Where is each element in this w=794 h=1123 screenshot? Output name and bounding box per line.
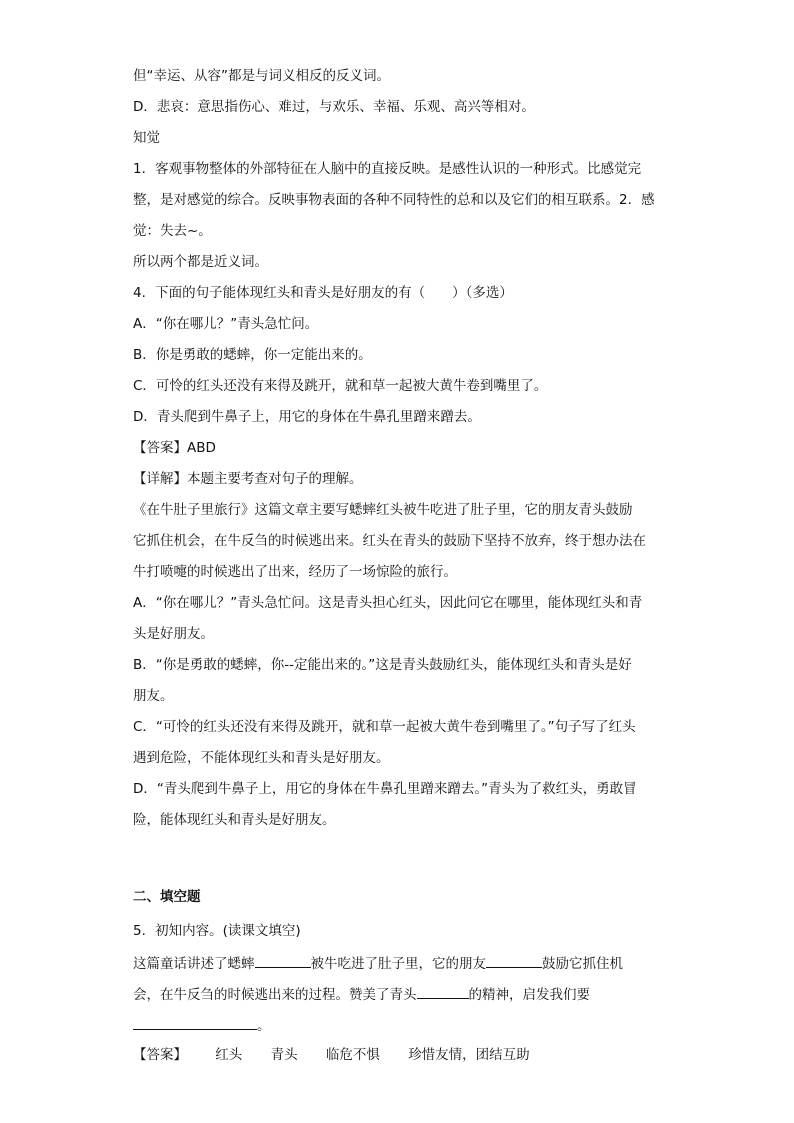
answer-item: 青头	[270, 1047, 298, 1063]
text-line: 朋友。	[133, 688, 174, 704]
q5-fill-line-2: 会，在牛反刍的时候逃出来的过程。赞美了青头 的精神，启发我们要	[133, 984, 663, 1004]
answer-label: 【答案】	[133, 1047, 187, 1063]
text-line: 觉：失去~。	[133, 223, 212, 239]
answer-item: 临危不惧	[325, 1047, 380, 1063]
text-line: D．青头爬到牛鼻子上，用它的身体在牛鼻孔里蹭来蹭去。	[133, 409, 481, 425]
text-line: D．“青头爬到牛鼻子上，用它的身体在牛鼻孔里蹭来蹭去。”青头为了救红头，勇敢冒	[133, 781, 637, 797]
text-line: 但“幸运、从容”都是与词义相反的反义词。	[133, 68, 390, 84]
text-line: 它抓住机会，在牛反刍的时候逃出来。红头在青头的鼓励下坚持不放弃，终于想办法在	[133, 533, 646, 549]
text-line: 遇到危险，不能体现红头和青头是好朋友。	[133, 750, 390, 766]
q5-fill-line-3: 。	[133, 1015, 663, 1035]
text-line: C．可怜的红头还没有来得及跳开，就和草一起被大黄牛卷到嘴里了。	[133, 378, 548, 394]
text-line: D．悲哀：意思指伤心、难过，与欢乐、幸福、乐观、高兴等相对。	[133, 99, 535, 115]
text-line: 【答案】ABD	[133, 440, 216, 456]
blank-2[interactable]	[486, 953, 542, 968]
text-line: 牛打喷嚏的时候逃出了出来，经历了一场惊险的旅行。	[133, 564, 457, 580]
text-line: C．“可怜的红头还没有来得及跳开，就和草一起被大黄牛卷到嘴里了。”句子写了红头	[133, 719, 636, 735]
q5-answer	[133, 1046, 663, 1064]
text-line: A．“你在哪儿？”青头急忙问。这是青头担心红头，因此问它在哪里，能体现红头和青	[133, 595, 643, 611]
text-line: 1．客观事物整体的外部特征在人脑中的直接反映。是感性认识的一种形式。比感觉完	[133, 161, 642, 177]
blank-3[interactable]	[417, 984, 469, 999]
text-line: 知觉	[133, 130, 160, 146]
blank-1[interactable]	[255, 953, 311, 968]
text-line: 4．下面的句子能体现红头和青头是好朋友的有（ ）（多选）	[133, 285, 513, 301]
section-title: 二、填空题	[133, 889, 201, 905]
blank-4[interactable]	[133, 1015, 257, 1030]
text-line: 整，是对感觉的综合。反映事物表面的各种不同特性的总和以及它们的相互联系。2．感	[133, 192, 655, 208]
text-line: 《在牛肚子里旅行》这篇文章主要写蟋蟀红头被牛吃进了肚子里，它的朋友青头鼓励	[133, 502, 633, 518]
q5-fill-line-1: 这篇童话讲述了蟋蟀 被牛吃进了肚子里，它的朋友 鼓励它抓住机	[133, 953, 663, 973]
answer-item: 珍惜友情，团结互助	[408, 1047, 530, 1063]
text-line: 头是好朋友。	[133, 626, 214, 642]
text-line: A．“你在哪儿？”青头急忙问。	[133, 316, 319, 332]
q5-prompt: 5．初知内容。(读课文填空)	[133, 923, 301, 939]
text-line: 所以两个都是近义词。	[133, 254, 268, 270]
text-line: 险，能体现红头和青头是好朋友。	[133, 812, 336, 828]
answer-item: 红头	[215, 1047, 243, 1063]
text-line: B．你是勇敢的蟋蟀，你一定能出来的。	[133, 347, 372, 363]
text-line: 【详解】本题主要考查对句子的理解。	[133, 471, 363, 487]
text-line: B．“你是勇敢的蟋蟀，你--定能出来的。”这是青头鼓励红头，能体现红头和青头是好	[133, 657, 632, 673]
